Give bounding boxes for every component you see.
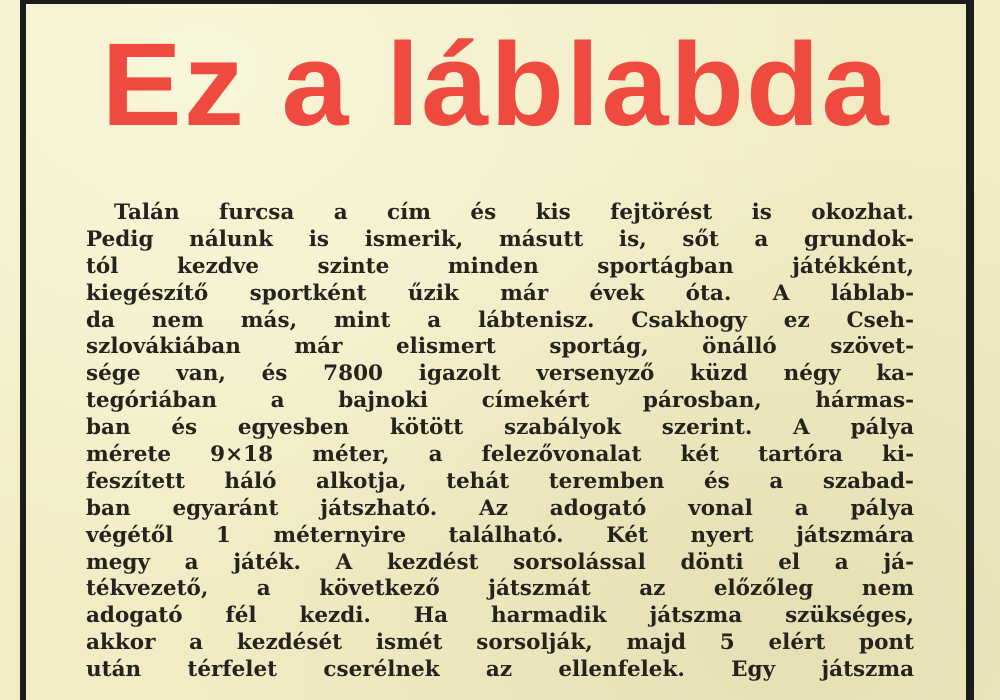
article-line: ban és egyesben kötött szabályok szerint. A pálya [86,415,914,441]
article-line: tegóriában a bajnoki címekért párosban, hármas- [86,388,914,414]
article-line: adogató fél kezdi. Ha harmadik játszma szükséges, [86,603,914,629]
article-headline: Ez a láblabda [101,19,891,151]
article-line: szlovákiában már elismert sportág, önálló szövet- [86,334,914,360]
article-line: kiegészítő sportként űzik már évek óta. A láblab- [86,280,914,306]
article-line: mérete 9×18 méter, a felezővonalat két tartóra ki- [86,442,914,468]
article-line: tól kezdve szinte minden sportágban játékként, [86,253,914,279]
article-line: da nem más, mint a lábtenisz. Csakhogy ez Cseh- [86,307,914,333]
article-line: sége van, és 7800 igazolt versenyző küzd négy ka- [86,361,914,387]
article-line: tékvezető, a következő játszmát az előzőleg nem [86,576,914,602]
article-body [86,200,914,684]
article-line: megy a játék. A kezdést sorsolással dönti el a já- [86,549,914,575]
article-line: ban egyaránt játszható. Az adogató vonal a pálya [86,495,914,521]
article-line: után térfelet cserélnek az ellenfelek. Egy játszma [86,657,914,683]
frame-top-border [20,0,974,4]
article-line: akkor a kezdését ismét sorsolják, majd 5 elért pont [86,630,914,656]
article-line: feszített háló alkotja, tehát teremben és a szabad- [86,468,914,494]
article-line: végétől 1 méternyire található. Két nyert játszmára [86,522,914,548]
article-line: Pedig nálunk is ismerik, másutt is, sőt a grundok- [86,226,914,252]
article-line: Talán furcsa a cím és kis fejtörést is okozhat. [114,200,914,225]
